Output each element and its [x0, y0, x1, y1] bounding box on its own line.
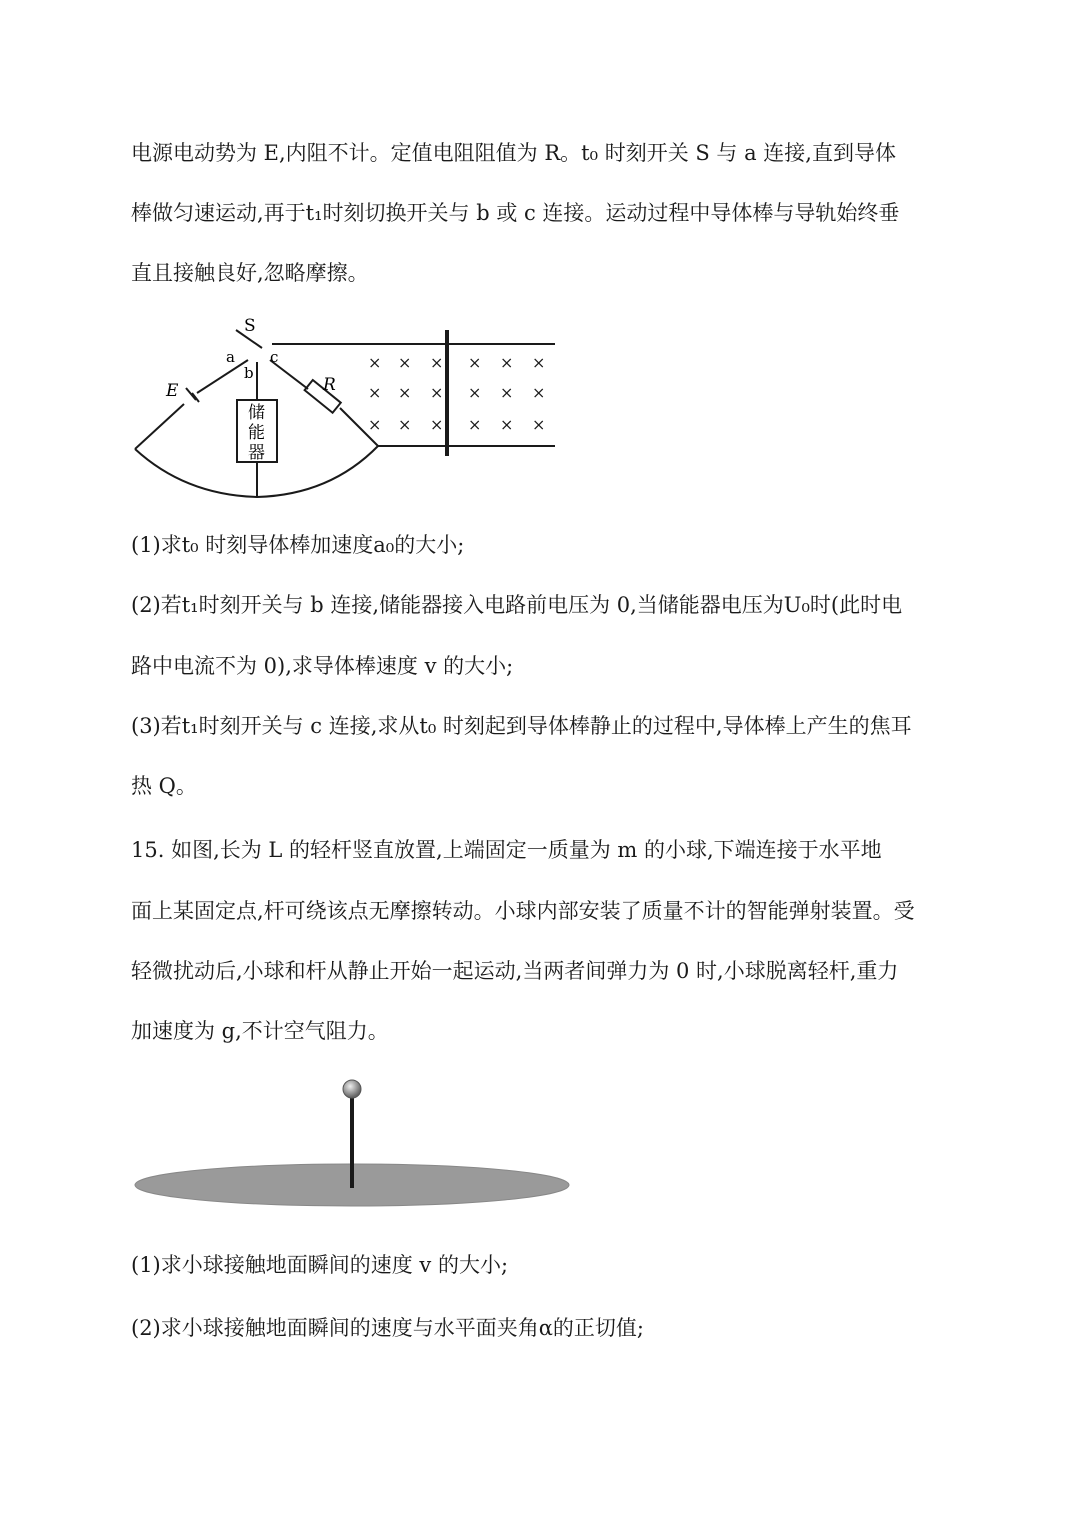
field-mark: × — [368, 353, 382, 372]
field-mark: × — [500, 353, 514, 372]
field-mark: × — [430, 383, 444, 402]
p14-intro-line-1: 电源电动势为 E,内阻不计。定值电阻阻值为 R。t₀ 时刻开关 S 与 a 连接,直到导体 — [131, 141, 896, 165]
terminal-a-label: a — [226, 348, 235, 366]
switch-label: S — [244, 316, 256, 336]
p15-intro-line-3: 轻微扰动后,小球和杆从静止开始一起运动,当两者间弹力为 0 时,小球脱离轻杆,重力 — [131, 959, 899, 983]
p14-question-2-line-2: 路中电流不为 0),求导体棒速度 v 的大小; — [131, 654, 514, 678]
small-ball — [343, 1080, 361, 1098]
field-mark: × — [398, 383, 412, 402]
storage-label-char-2: 能 — [248, 423, 265, 443]
terminal-c-label: c — [270, 348, 279, 366]
p14-question-3-line-1: (3)若t₁时刻开关与 c 连接,求从t₀ 时刻起到导体棒静止的过程中,导体棒上产生的焦耳 — [131, 714, 912, 738]
p14-question-2-line-1: (2)若t₁时刻开关与 b 连接,储能器接入电路前电压为 0,当储能器电压为U₀时(此时电 — [131, 593, 903, 617]
terminal-b-label: b — [244, 364, 254, 382]
resistor-label: R — [323, 375, 336, 395]
field-mark: × — [468, 353, 482, 372]
branch-a-wire-lower — [135, 404, 184, 449]
branch-a-wire-upper — [197, 360, 248, 393]
field-mark: × — [468, 383, 482, 402]
p15-intro-line-4: 加速度为 g,不计空气阻力。 — [131, 1019, 389, 1043]
circuit-diagram — [125, 308, 570, 508]
field-mark: × — [532, 383, 546, 402]
field-mark: × — [368, 415, 382, 434]
rod-ball-diagram — [130, 1070, 580, 1210]
storage-label-char-1: 储 — [248, 403, 265, 423]
storage-label-char-3: 器 — [248, 443, 265, 463]
p14-question-3-line-2: 热 Q。 — [131, 774, 197, 798]
emf-label: E — [166, 381, 179, 401]
p15-intro-line-1: 15. 如图,长为 L 的轻杆竖直放置,上端固定一质量为 m 的小球,下端连接于水平地 — [131, 838, 882, 862]
field-mark: × — [532, 353, 546, 372]
field-mark: × — [468, 415, 482, 434]
p15-question-2: (2)求小球接触地面瞬间的速度与水平面夹角α的正切值; — [131, 1316, 645, 1340]
field-mark: × — [430, 353, 444, 372]
field-mark: × — [430, 415, 444, 434]
p14-question-1: (1)求t₀ 时刻导体棒加速度a₀的大小; — [131, 533, 465, 557]
p15-question-1: (1)求小球接触地面瞬间的速度 v 的大小; — [131, 1253, 509, 1277]
battery-plate-long — [186, 388, 196, 400]
field-mark: × — [532, 415, 546, 434]
field-mark: × — [500, 383, 514, 402]
field-mark: × — [368, 383, 382, 402]
p15-intro-line-2: 面上某固定点,杆可绕该点无摩擦转动。小球内部安装了质量不计的智能弹射装置。受 — [131, 899, 915, 923]
field-mark: × — [500, 415, 514, 434]
magnetic-field-marks — [368, 353, 545, 434]
p14-intro-line-3: 直且接触良好,忽略摩擦。 — [131, 261, 369, 285]
field-mark: × — [398, 415, 412, 434]
field-mark: × — [398, 353, 412, 372]
p14-intro-line-2: 棒做匀速运动,再于t₁时刻切换开关与 b 或 c 连接。运动过程中导体棒与导轨始终垂 — [131, 201, 900, 225]
